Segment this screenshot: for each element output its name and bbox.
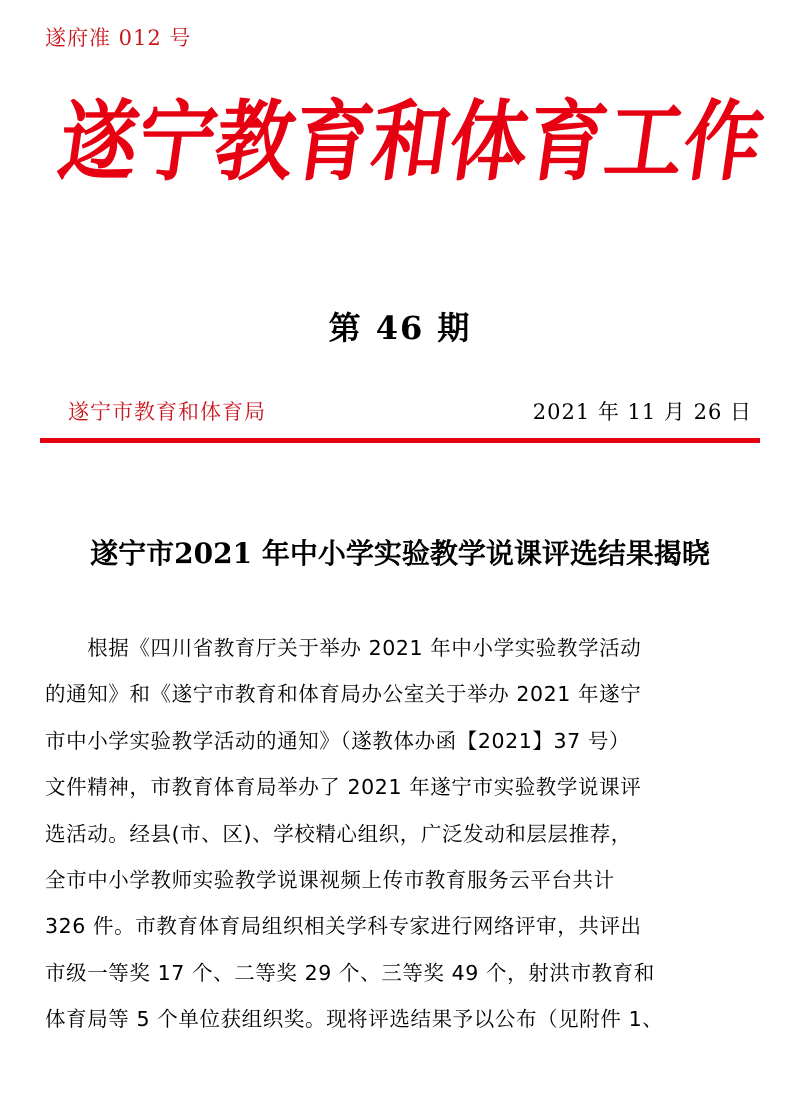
body-line: 326 件。市教育体育局组织相关学科专家进行网络评审，共评出: [45, 914, 642, 939]
body-line: 市级一等奖 17 个、二等奖 29 个、三等奖 49 个，射洪市教育和: [45, 960, 655, 985]
doc-number: 遂府准 012 号: [45, 26, 192, 50]
masthead-char: 体: [442, 91, 536, 194]
red-divider: [40, 438, 760, 443]
body-line: 文件精神，市教育体育局举办了 2021 年遂宁市实验教学说课评: [45, 775, 642, 800]
masthead: [52, 78, 770, 208]
masthead-char: 教: [208, 91, 302, 194]
body-line: 根据《四川省教育厅关于举办 2021 年中小学实验教学活动: [45, 636, 642, 660]
issuer: 遂宁市教育和体育局: [68, 400, 266, 424]
masthead-char: 作: [677, 91, 770, 194]
masthead-char: 宁: [130, 91, 224, 194]
body-line: 的通知》和《遂宁市教育和体育局办公室关于举办 2021 年遂宁: [45, 682, 642, 707]
body-line: 选活动。经县(市、区)、学校精心组织，广泛发动和层层推荐，: [45, 821, 632, 846]
body-line: 全市中小学教师实验教学说课视频上传市教育服务云平台共计: [45, 867, 615, 892]
article-body: [45, 625, 757, 1043]
body-line: 体育局等 5 个单位获组织奖。现将评选结果予以公布（见附件 1、: [45, 1007, 664, 1032]
masthead-char: 工: [599, 91, 692, 194]
masthead-char: 育: [521, 91, 614, 194]
masthead-char: 育: [286, 91, 380, 194]
article-title: 遂宁市2021 年中小学实验教学说课评选结果揭晓: [90, 537, 710, 570]
masthead-char: 遂: [52, 91, 146, 194]
body-line: 市中小学实验教学活动的通知》（遂教体办函【2021】37 号）: [45, 728, 631, 753]
issue-number: 第 46 期: [328, 309, 472, 347]
masthead-char: 和: [364, 91, 458, 194]
publish-date: 2021 年 11 月 26 日: [532, 400, 752, 424]
